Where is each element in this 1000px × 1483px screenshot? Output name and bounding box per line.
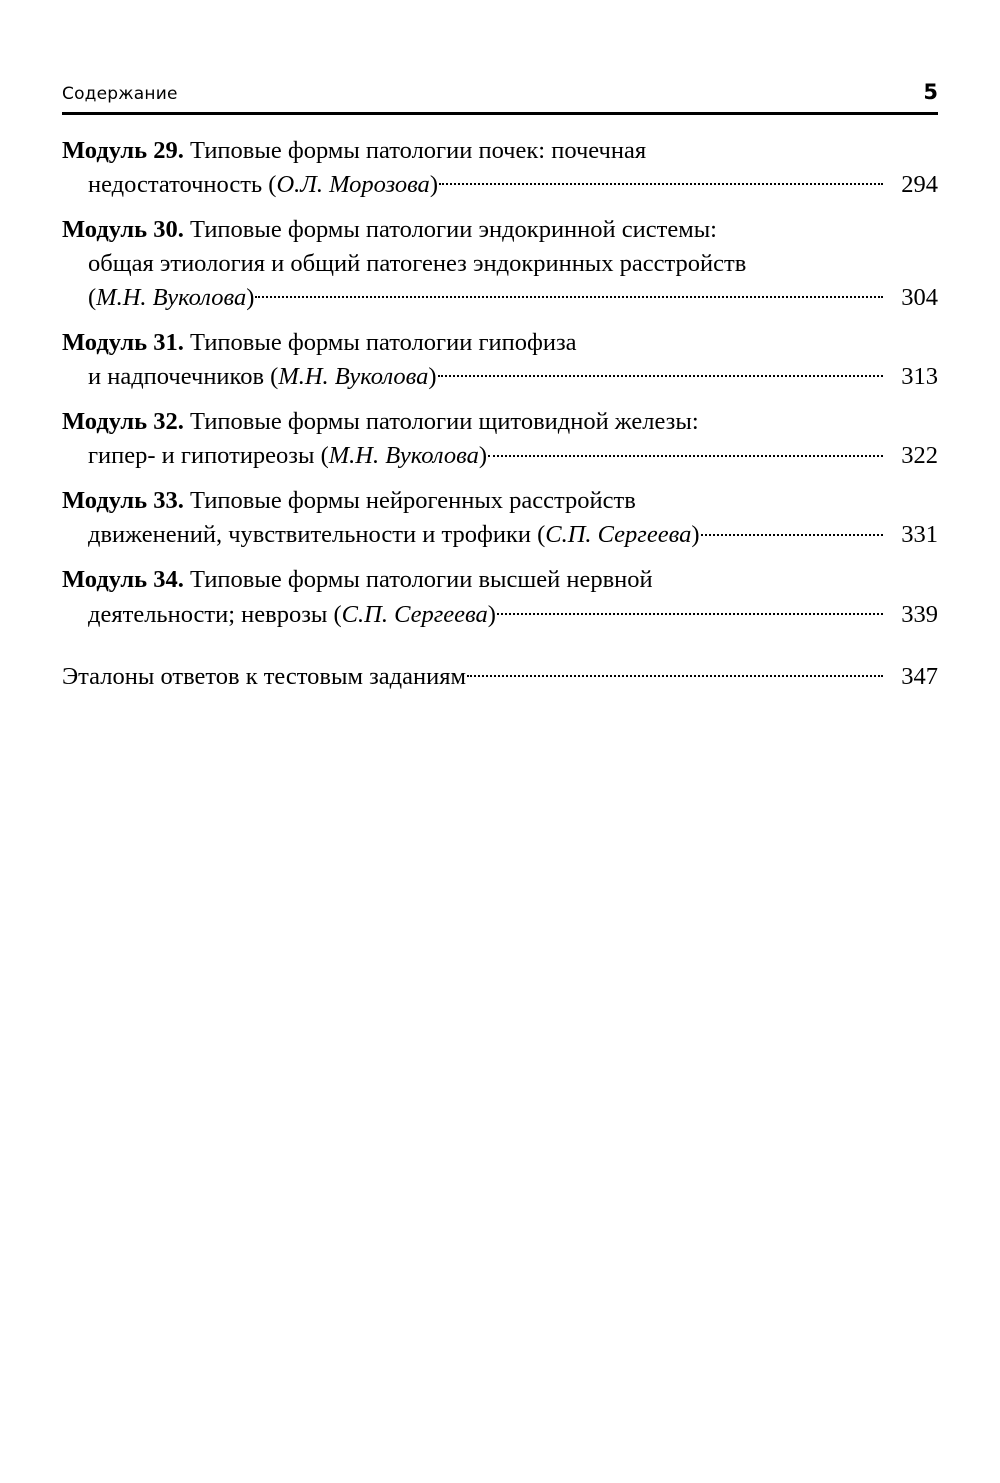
toc-entry[interactable] bbox=[62, 405, 938, 473]
toc-page-number: 339 bbox=[901, 600, 938, 628]
toc-title-text: движенений, чувствительности и трофики ( bbox=[88, 521, 546, 549]
toc-title-line1: Типовые формы патологии гипофиза bbox=[189, 328, 577, 356]
toc-title-text: и надпочечников ( bbox=[88, 363, 279, 391]
toc-entry[interactable] bbox=[62, 326, 938, 394]
leader-dots bbox=[467, 659, 883, 684]
toc-author: С.П. Сергеева bbox=[545, 521, 692, 549]
toc-page-number: 331 bbox=[901, 521, 938, 549]
toc-title-text: недостаточность ( bbox=[88, 171, 277, 199]
toc-title-tail: ) bbox=[428, 363, 437, 391]
toc-module-label: Модуль 29. bbox=[62, 137, 184, 164]
toc-title-line2 bbox=[88, 439, 487, 473]
toc-title-line2 bbox=[88, 360, 437, 394]
toc-module-label: Модуль 33. bbox=[62, 487, 184, 515]
page-number: 5 bbox=[923, 80, 938, 104]
toc-module-label: Модуль 32. bbox=[62, 408, 184, 436]
toc-entry[interactable] bbox=[62, 134, 938, 202]
leader-dots bbox=[255, 281, 883, 306]
header-divider bbox=[62, 112, 938, 115]
toc-entry-answers[interactable] bbox=[62, 659, 938, 693]
toc-title-tail: ) bbox=[478, 442, 487, 470]
toc-author: М.Н. Вуколова bbox=[96, 284, 247, 312]
toc-title-line1: Типовые формы нейрогенных расстройств bbox=[189, 487, 636, 515]
toc-author: С.П. Сергеева bbox=[341, 600, 488, 628]
toc-title-line1: Типовые формы патологии эндокринной системы: bbox=[189, 216, 717, 244]
toc-page-number: 322 bbox=[901, 442, 938, 470]
leader-dots bbox=[439, 168, 883, 193]
toc-title-text: ( bbox=[88, 284, 97, 312]
toc-page-number: 347 bbox=[901, 662, 938, 690]
toc-page-number: 304 bbox=[901, 284, 938, 312]
toc-title-tail: ) bbox=[691, 521, 700, 549]
leader-dots bbox=[488, 439, 883, 464]
table-of-contents bbox=[62, 134, 938, 705]
toc-module-label: Модуль 34. bbox=[62, 566, 184, 594]
leader-dots bbox=[701, 518, 884, 543]
toc-title-tail: ) bbox=[487, 600, 496, 628]
running-head bbox=[62, 80, 938, 104]
toc-entry[interactable] bbox=[62, 563, 938, 631]
toc-title-line2 bbox=[88, 168, 438, 202]
toc-title-line1: Типовые формы патологии почек: почечная bbox=[189, 137, 647, 164]
running-head-title: Содержание bbox=[62, 84, 178, 104]
toc-module-label: Модуль 30. bbox=[62, 216, 184, 244]
leader-dots bbox=[438, 360, 883, 385]
toc-title-line3 bbox=[88, 281, 254, 315]
toc-page-number: 294 bbox=[901, 171, 938, 199]
toc-page-number: 313 bbox=[901, 363, 938, 391]
toc-title-line1: Типовые формы патологии щитовидной железы: bbox=[189, 408, 699, 436]
toc-module-label: Модуль 31. bbox=[62, 328, 184, 356]
toc-title-line2 bbox=[88, 518, 700, 552]
toc-title-line2 bbox=[88, 598, 496, 632]
toc-title-line2: общая этиология и общий патогенез эндокринных расстройств bbox=[88, 249, 747, 277]
toc-title-tail: ) bbox=[246, 284, 255, 312]
toc-title-tail: ) bbox=[429, 171, 438, 199]
toc-author: М.Н. Вуколова bbox=[278, 363, 429, 391]
toc-author: М.Н. Вуколова bbox=[328, 442, 479, 470]
toc-title-text: деятельности; неврозы ( bbox=[88, 600, 342, 628]
toc-author: О.Л. Морозова bbox=[276, 171, 430, 199]
toc-entry[interactable] bbox=[62, 213, 938, 315]
toc-title-line1: Типовые формы патологии высшей нервной bbox=[189, 566, 653, 594]
toc-answers-title: Эталоны ответов к тестовым заданиям bbox=[62, 662, 466, 690]
leader-dots bbox=[497, 597, 883, 622]
toc-title-text: гипер- и гипотиреозы ( bbox=[88, 442, 329, 470]
toc-entry[interactable] bbox=[62, 484, 938, 552]
